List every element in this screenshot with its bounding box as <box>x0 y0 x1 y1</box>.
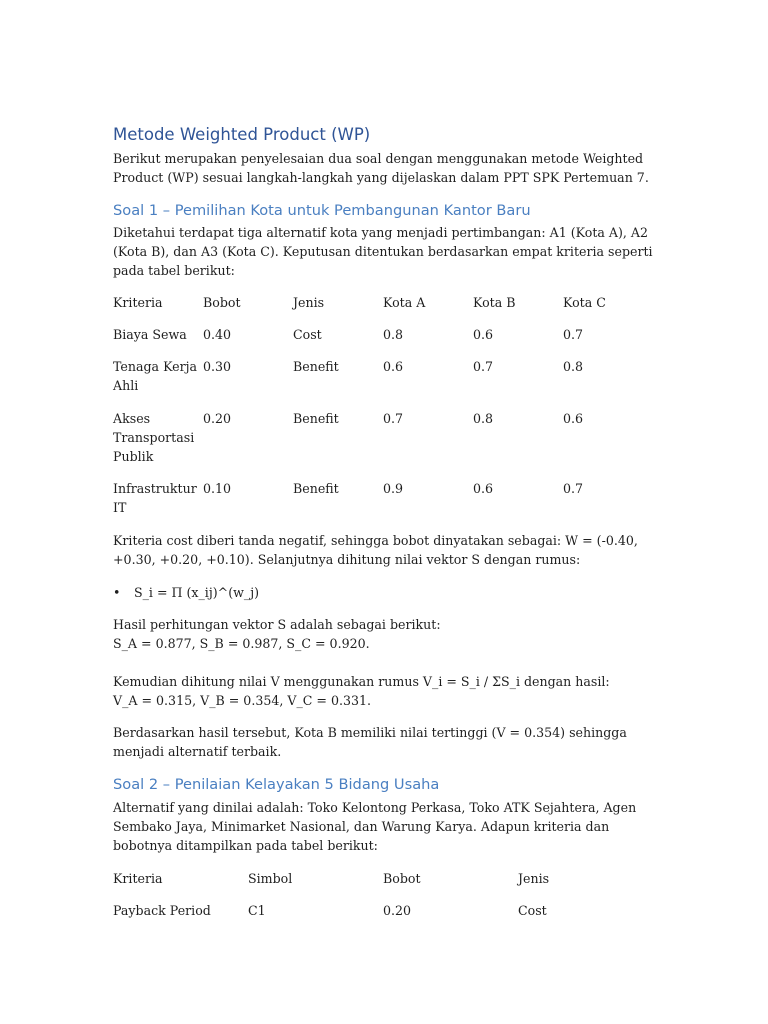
table-cell: Biaya Sewa <box>113 327 187 342</box>
table-row <box>113 409 653 479</box>
table-cell: Akses Transportasi Publik <box>113 411 195 464</box>
formula-list-item <box>113 583 259 602</box>
table-header-cell: Kriteria <box>113 871 163 886</box>
soal1-criteria-table <box>113 293 653 519</box>
table-header-row <box>113 293 653 325</box>
table-row <box>113 479 653 519</box>
v-intro: Kemudian dihitung nilai V menggunakan rumus V_i = S_i / ΣS_i dengan hasil: <box>113 674 610 689</box>
table-cell: 0.8 <box>383 327 404 342</box>
table-cell: 0.9 <box>383 481 404 496</box>
table-cell: 0.8 <box>563 359 584 374</box>
table-cell: 0.8 <box>473 411 494 426</box>
soal2-heading: Soal 2 – Penilaian Kelayakan 5 Bidang Usaha <box>113 776 440 793</box>
table-header-cell: Kota A <box>383 295 426 310</box>
table-header-cell: Bobot <box>203 295 241 310</box>
table-cell: C1 <box>248 903 266 918</box>
table-cell: 0.6 <box>563 411 584 426</box>
table-cell: 0.6 <box>473 481 494 496</box>
table-row <box>113 901 653 933</box>
soal1-conclusion: Berdasarkan hasil tersebut, Kota B memiliki nilai tertinggi (V = 0.354) sehingga menjadi alternatif terbaik. <box>113 725 627 759</box>
s-result-values: S_A = 0.877, S_B = 0.987, S_C = 0.920. <box>113 636 370 651</box>
table-cell: 0.7 <box>473 359 494 374</box>
table-cell: 0.7 <box>563 327 584 342</box>
table-cell: 0.20 <box>383 903 412 918</box>
formula-text: S_i = Π (x_ij)^(w_j) <box>134 585 260 600</box>
bullet-icon: • <box>113 585 121 600</box>
table-cell: 0.6 <box>383 359 404 374</box>
table-cell: 0.40 <box>203 327 232 342</box>
table-cell: Cost <box>518 903 547 918</box>
table-cell: 0.30 <box>203 359 232 374</box>
table-cell: 0.7 <box>383 411 404 426</box>
s-result-intro: Hasil perhitungan vektor S adalah sebagai berikut: <box>113 617 441 632</box>
table-row <box>113 325 653 357</box>
table-cell: Cost <box>293 327 322 342</box>
table-header-cell: Bobot <box>383 871 421 886</box>
intro-paragraph: Berikut merupakan penyelesaian dua soal dengan menggunakan metode Weighted Product (WP) sesuai langkah-langkah yang dijelaskan dalam PPT SPK Pertemuan 7. <box>113 151 649 185</box>
table-header-row <box>113 869 653 901</box>
table-cell: Payback Period <box>113 903 211 918</box>
table-row <box>113 357 653 409</box>
table-header-cell: Simbol <box>248 871 293 886</box>
document-title: Metode Weighted Product (WP) <box>113 125 371 144</box>
table-cell: Benefit <box>293 411 339 426</box>
soal2-description: Alternatif yang dinilai adalah: Toko Kelontong Perkasa, Toko ATK Sejahtera, Agen Sembako Jaya, Minimarket Nasional, dan Warung Karya. Adapun kriteria dan bobotnya ditampilkan pada tabel berikut: <box>113 800 637 853</box>
table-header-cell: Kota C <box>563 295 606 310</box>
table-header-cell: Kriteria <box>113 295 163 310</box>
table-cell: Tenaga Kerja Ahli <box>113 359 198 393</box>
v-result-values: V_A = 0.315, V_B = 0.354, V_C = 0.331. <box>113 693 372 708</box>
soal1-heading: Soal 1 – Pemilihan Kota untuk Pembangunan Kantor Baru <box>113 202 531 219</box>
soal2-criteria-table <box>113 869 653 933</box>
table-cell: 0.20 <box>203 411 232 426</box>
table-header-cell: Jenis <box>518 871 550 886</box>
table-cell: 0.7 <box>563 481 584 496</box>
table-cell: 0.10 <box>203 481 232 496</box>
table-cell: Benefit <box>293 481 339 496</box>
table-cell: 0.6 <box>473 327 494 342</box>
table-cell: Infrastruktur IT <box>113 481 197 515</box>
table-cell: Benefit <box>293 359 339 374</box>
soal1-description: Diketahui terdapat tiga alternatif kota yang menjadi pertimbangan: A1 (Kota A), A2 (Kota B), dan A3 (Kota C). Keputusan ditentukan berdasarkan empat kriteria seperti pada tabel berikut: <box>113 225 653 278</box>
table-header-cell: Kota B <box>473 295 516 310</box>
table-header-cell: Jenis <box>293 295 325 310</box>
cost-note-paragraph: Kriteria cost diberi tanda negatif, sehingga bobot dinyatakan sebagai: W = (-0.40, +0.30, +0.20, +0.10). Selanjutnya dihitung nilai vektor S dengan rumus: <box>113 533 638 567</box>
